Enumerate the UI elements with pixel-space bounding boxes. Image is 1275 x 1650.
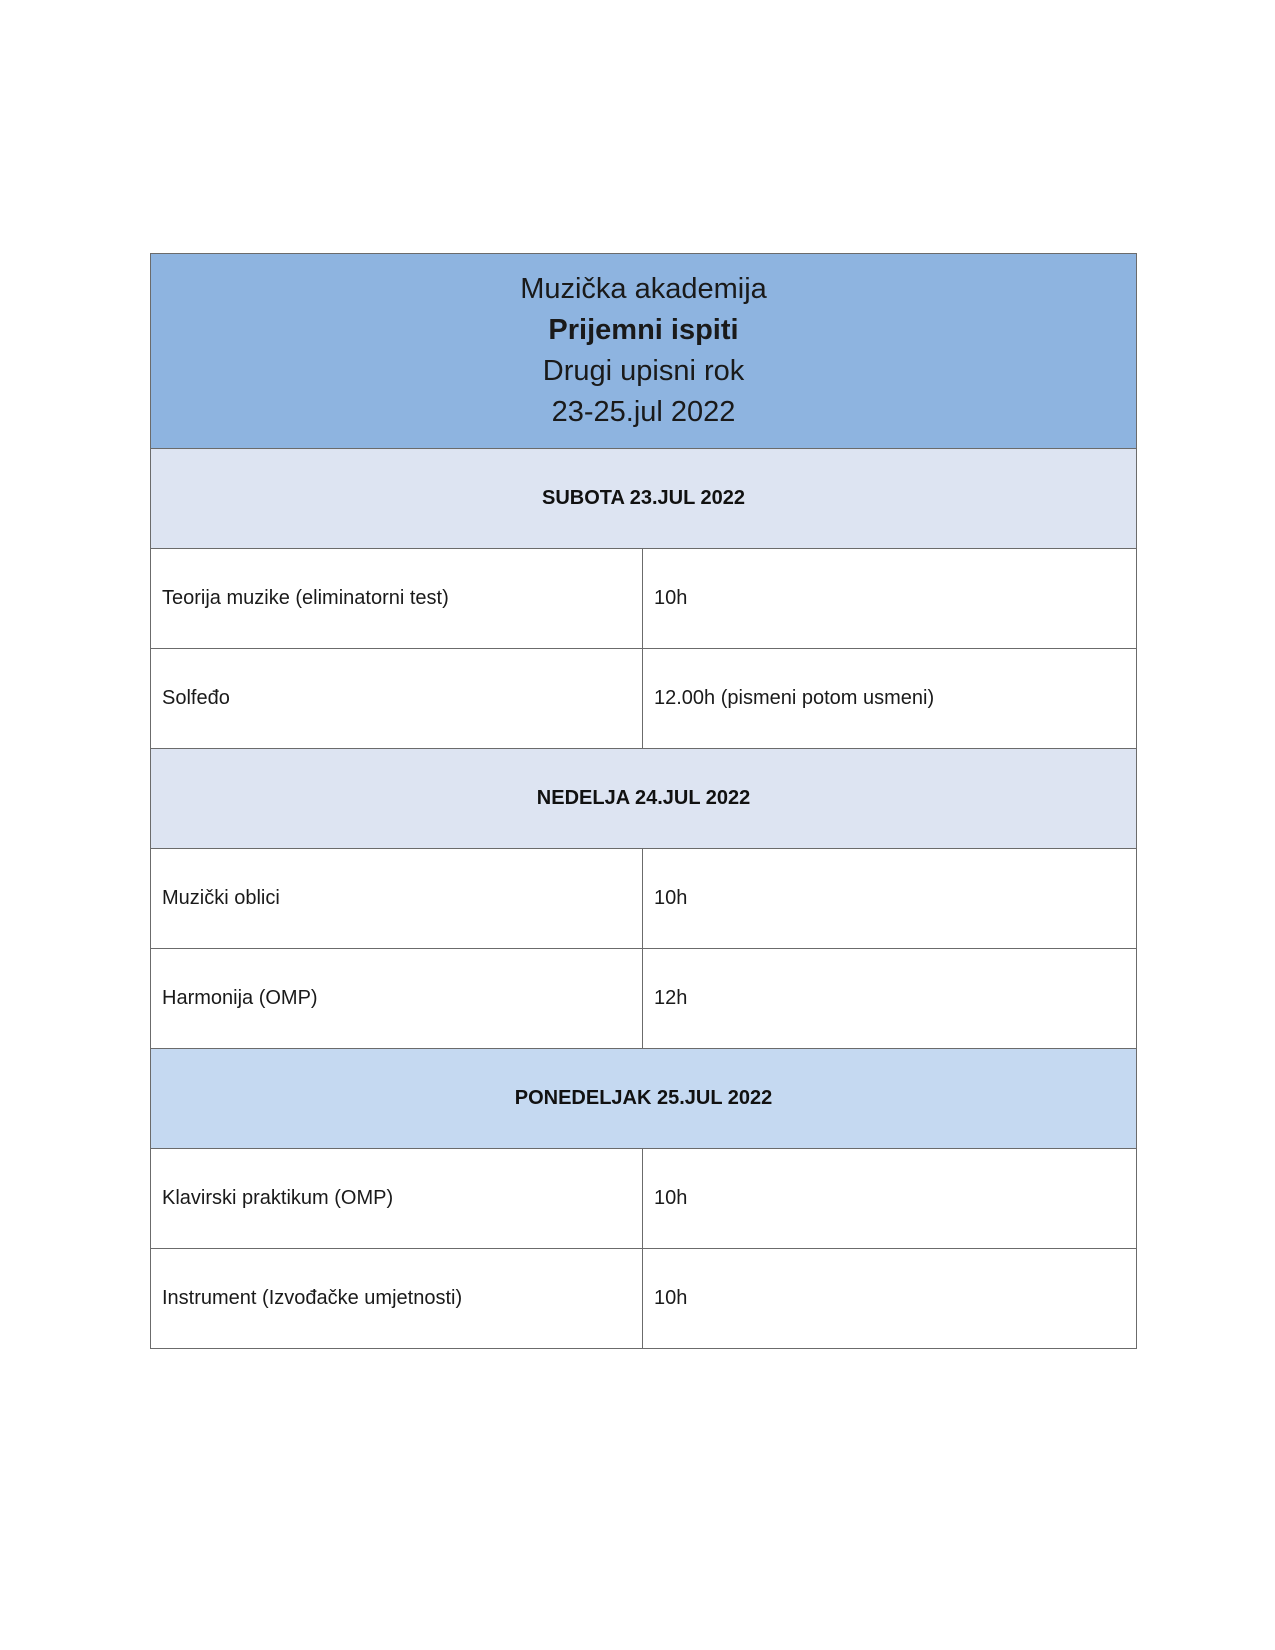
document-title: Prijemni ispiti (548, 314, 739, 346)
day-header-row (151, 449, 1137, 549)
document-subtitle: Drugi upisni rok (542, 355, 745, 387)
day-header-saturday: SUBOTA 23.JUL 2022 (151, 449, 1137, 549)
title-row (151, 254, 1137, 449)
subject-cell: Muzički oblici (151, 849, 643, 949)
time-cell: 12h (643, 949, 1137, 1049)
table-row (151, 1149, 1137, 1249)
table-row (151, 1249, 1137, 1349)
time-cell: 10h (643, 1249, 1137, 1349)
time-cell: 10h (643, 1149, 1137, 1249)
time-cell: 10h (643, 849, 1137, 949)
day-header-sunday: NEDELJA 24.JUL 2022 (151, 749, 1137, 849)
table-row (151, 549, 1137, 649)
subject-cell: Teorija muzike (eliminatorni test) (151, 549, 643, 649)
table-row (151, 849, 1137, 949)
subject-cell: Solfeđo (151, 649, 643, 749)
day-header-monday: PONEDELJAK 25.JUL 2022 (151, 1049, 1137, 1149)
table-row (151, 649, 1137, 749)
title-cell (151, 254, 1137, 449)
day-header-row (151, 1049, 1137, 1149)
subject-cell: Klavirski praktikum (OMP) (151, 1149, 643, 1249)
time-cell: 10h (643, 549, 1137, 649)
exam-schedule-table (150, 253, 1137, 1349)
time-cell: 12.00h (pismeni potom usmeni) (643, 649, 1137, 749)
institution-name: Muzička akademija (520, 273, 767, 305)
table-row (151, 949, 1137, 1049)
date-range: 23-25.jul 2022 (551, 396, 736, 428)
day-header-row (151, 749, 1137, 849)
subject-cell: Harmonija (OMP) (151, 949, 643, 1049)
subject-cell: Instrument (Izvođačke umjetnosti) (151, 1249, 643, 1349)
